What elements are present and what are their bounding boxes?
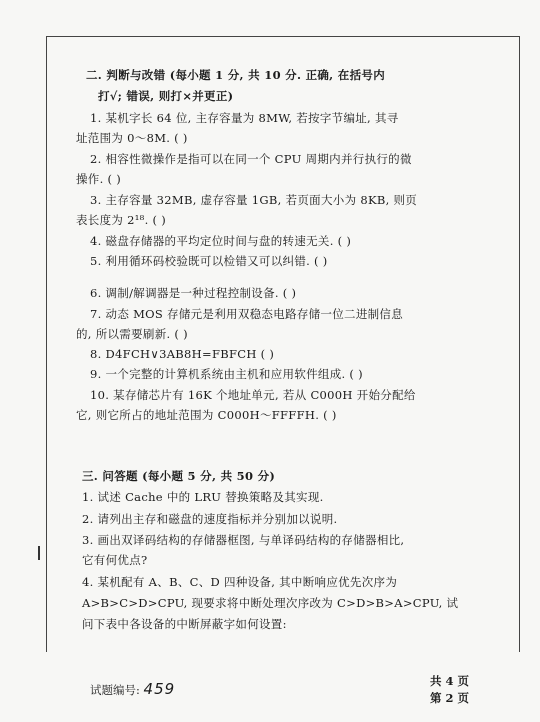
margin-mark [38, 546, 40, 560]
question-line: 它有何优点? [82, 553, 148, 567]
question-line: 4. 磁盘存储器的平均定位时间与盘的转速无关. ( ) [90, 234, 352, 248]
question-line: 问下表中各设备的中断屏蔽字如何设置: [82, 617, 287, 631]
section3-title: 三. 问答题 (每小题 5 分, 共 50 分) [82, 469, 276, 483]
question-line: 址范围为 0～8M. ( ) [76, 131, 188, 145]
question-line: 3. 主存容量 32MB, 虚存容量 1GB, 若页面大小为 8KB, 则页 [90, 193, 418, 207]
exam-code-number: 459 [143, 680, 176, 698]
question-line: 7. 动态 MOS 存储元是利用双稳态电路存储一位二进制信息 [90, 307, 404, 321]
question-line: 4. 某机配有 A、B、C、D 四种设备, 其中断响应优先次序为 [82, 575, 398, 589]
exam-code [90, 680, 175, 698]
question-line: 9. 一个完整的计算机系统由主机和应用软件组成. ( ) [90, 367, 363, 381]
question-line: 1. 某机字长 64 位, 主存容量为 8MW, 若按字节编址, 其寻 [90, 111, 399, 125]
question-line: 2. 相容性微操作是指可以在同一个 CPU 周期内并行执行的微 [90, 152, 412, 166]
question-line: 5. 利用循环码校验既可以检错又可以纠错. ( ) [90, 254, 328, 268]
question-line: 1. 试述 Cache 中的 LRU 替换策略及其实现. [82, 490, 324, 504]
section2-title-line2: 打√; 错误, 则打×并更正) [98, 89, 234, 103]
question-line: 2. 请列出主存和磁盘的速度指标并分别加以说明. [82, 512, 338, 526]
question-line: 表长度为 2¹⁸. ( ) [76, 213, 167, 227]
question-line: A>B>C>D>CPU, 现要求将中断处理次序改为 C>D>B>A>CPU, 试 [82, 596, 459, 610]
exam-code-label: 试题编号: [90, 683, 140, 697]
question-line: 的, 所以需要刷新. ( ) [76, 327, 188, 341]
question-line: 10. 某存储芯片有 16K 个地址单元, 若从 C000H 开始分配给 [90, 388, 416, 402]
question-line: 它, 则它所占的地址范围为 C000H～FFFFH. ( ) [76, 408, 337, 422]
section2-title-line1: 二. 判断与改错 (每小题 1 分, 共 10 分. 正确, 在括号内 [86, 68, 385, 82]
question-line: 8. D4FCH∨3AB8H=FBFCH ( ) [90, 347, 275, 361]
question-line: 6. 调制/解调器是一种过程控制设备. ( ) [90, 286, 297, 300]
current-page: 第 2 页 [430, 691, 470, 705]
total-pages: 共 4 页 [430, 674, 470, 688]
question-line: 操作. ( ) [76, 172, 122, 186]
question-line: 3. 画出双译码结构的存储器框图, 与单译码结构的存储器相比, [82, 533, 405, 547]
